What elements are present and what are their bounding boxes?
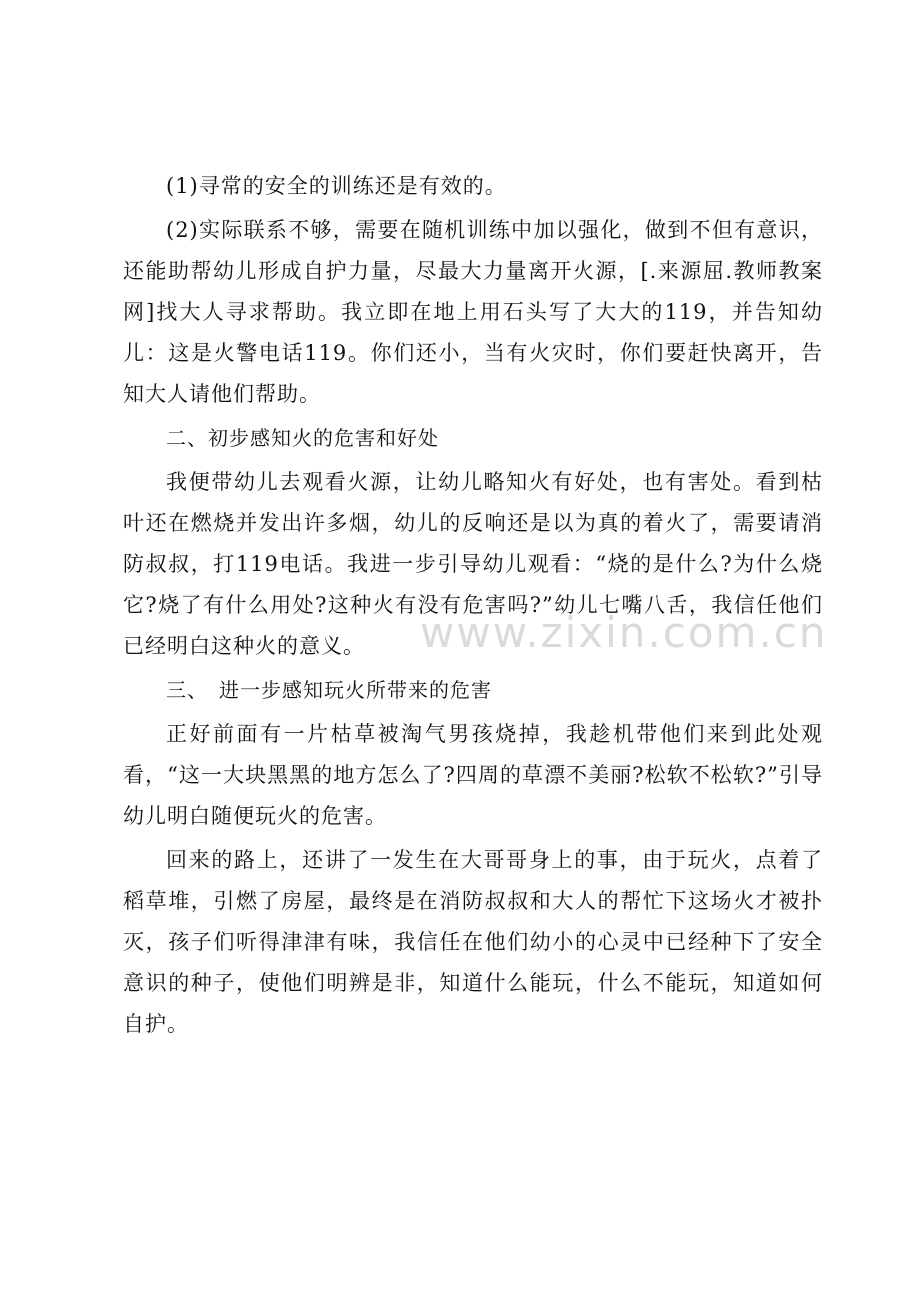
section-heading-2: 二、初步感知火的危害和好处	[166, 426, 439, 450]
paragraph-5: 回来的路上，还讲了一发生在大哥哥身上的事，由于玩火，点着了稻草堆，引燃了房屋，最终是在消防叔叔和大人的帮忙下这场火才被扑灭，孩子们听得津津有味，我信任在他们幼小的心灵中已经种下了安全意识的种子，使他们明辨是非，知道什么能玩，什么不能玩，知道如何自护。	[123, 848, 823, 1036]
paragraph-1: (1)寻常的安全的训练还是有效的。	[166, 174, 507, 198]
document-body	[123, 166, 823, 1045]
paragraph-4: 正好前面有一片枯草被淘气男孩烧掉，我趁机带他们来到此处观看，“这一大块黑黑的地方怎么了?四周的草漂不美丽?松软不松软?”引导幼儿明白随便玩火的危害。	[123, 722, 823, 828]
paragraph-2: (2)实际联系不够，需要在随机训练中加以强化，做到不但有意识，还能助帮幼儿形成自护力量，尽最大力量离开火源，[.来源屈.教师教案网]找大人寻求帮助。我立即在地上用石头写了大大的119，并告知幼儿：这是火警电话119。你们还小，当有火灾时，你们要赶快离开，告知大人请他们帮助。	[123, 218, 823, 406]
section-heading-3: 三、 进一步感知玩火所带来的危害	[166, 678, 492, 702]
watermark: www.zixin.com.cn	[420, 608, 828, 657]
paragraph-3: 我便带幼儿去观看火源，让幼儿略知火有好处，也有害处。看到枯叶还在燃烧并发出许多烟，幼儿的反响还是以为真的着火了，需要请消防叔叔，打119电话。我进一步引导幼儿观看：“烧的是什么?为什么烧它?烧了有什么用处?这种火有没有危害吗?”幼儿七嘴八舌，我信任他们已经明白这种火的意义。	[123, 470, 823, 658]
